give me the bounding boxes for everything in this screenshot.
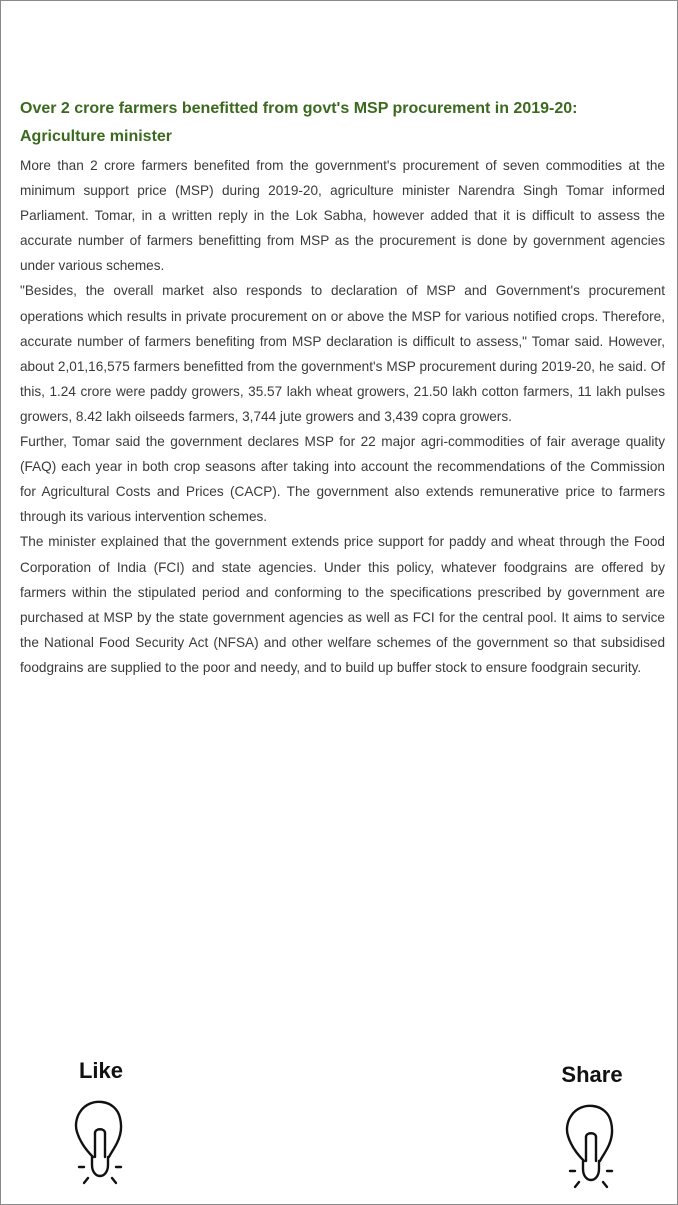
article: [20, 95, 665, 680]
tap-finger-icon: [71, 1099, 131, 1185]
article-paragraph-3: Further, Tomar said the government declares MSP for 22 major agri-commodities of fair average quality (FAQ) each year in both crop seasons after taking into account the recommendations of the Commission for Agricultural Costs and Prices (CACP). The government also extends remunerative price to farmers through its various intervention schemes.: [20, 434, 665, 525]
share-button[interactable]: [552, 1061, 632, 1189]
tap-finger-icon: [562, 1103, 622, 1189]
like-label: Like: [78, 1058, 124, 1083]
article-paragraph-2: "Besides, the overall market also responds to declaration of MSP and Government's procurement operations which results in private procurement on or above the MSP for various notified crops. Therefore, accurate number of farmers benefiting from MSP declaration is difficult to assess," Tomar said. However, about 2,01,16,575 farmers benefitted from the government's MSP procurement during 2019-20, he said. Of this, 1.24 crore were paddy growers, 35.57 lakh wheat growers, 21.50 lakh cotton farmers, 11 lakh pulses growers, 8.42 lakh oilseeds farmers, 3,744 jute growers and 3,439 copra growers.: [20, 283, 665, 424]
article-paragraph-1: More than 2 crore farmers benefited from the government's procurement of seven commodities at the minimum support price (MSP) during 2019-20, agriculture minister Narendra Singh Tomar informed Parliament. Tomar, in a written reply in the Lok Sabha, however added that it is difficult to assess the accurate number of farmers benefitting from MSP as the procurement is done by government agencies under various schemes.: [20, 158, 665, 274]
article-paragraph-4: The minister explained that the government extends price support for paddy and wheat through the Food Corporation of India (FCI) and state agencies. Under this policy, whatever foodgrains are offered by farmers within the stipulated period and conforming to the specifications prescribed by government are purchased at MSP by the state government agencies as well as FCI for the central pool. It aims to service the National Food Security Act (NFSA) and other welfare schemes of the government so that subsidised foodgrains are supplied to the poor and needy, and to build up buffer stock to ensure foodgrain security.: [20, 534, 665, 675]
share-label: Share: [561, 1062, 623, 1087]
article-headline: Over 2 crore farmers benefitted from govt's MSP procurement in 2019-20: Agriculture minister: [20, 100, 578, 145]
like-button[interactable]: [61, 1057, 141, 1185]
